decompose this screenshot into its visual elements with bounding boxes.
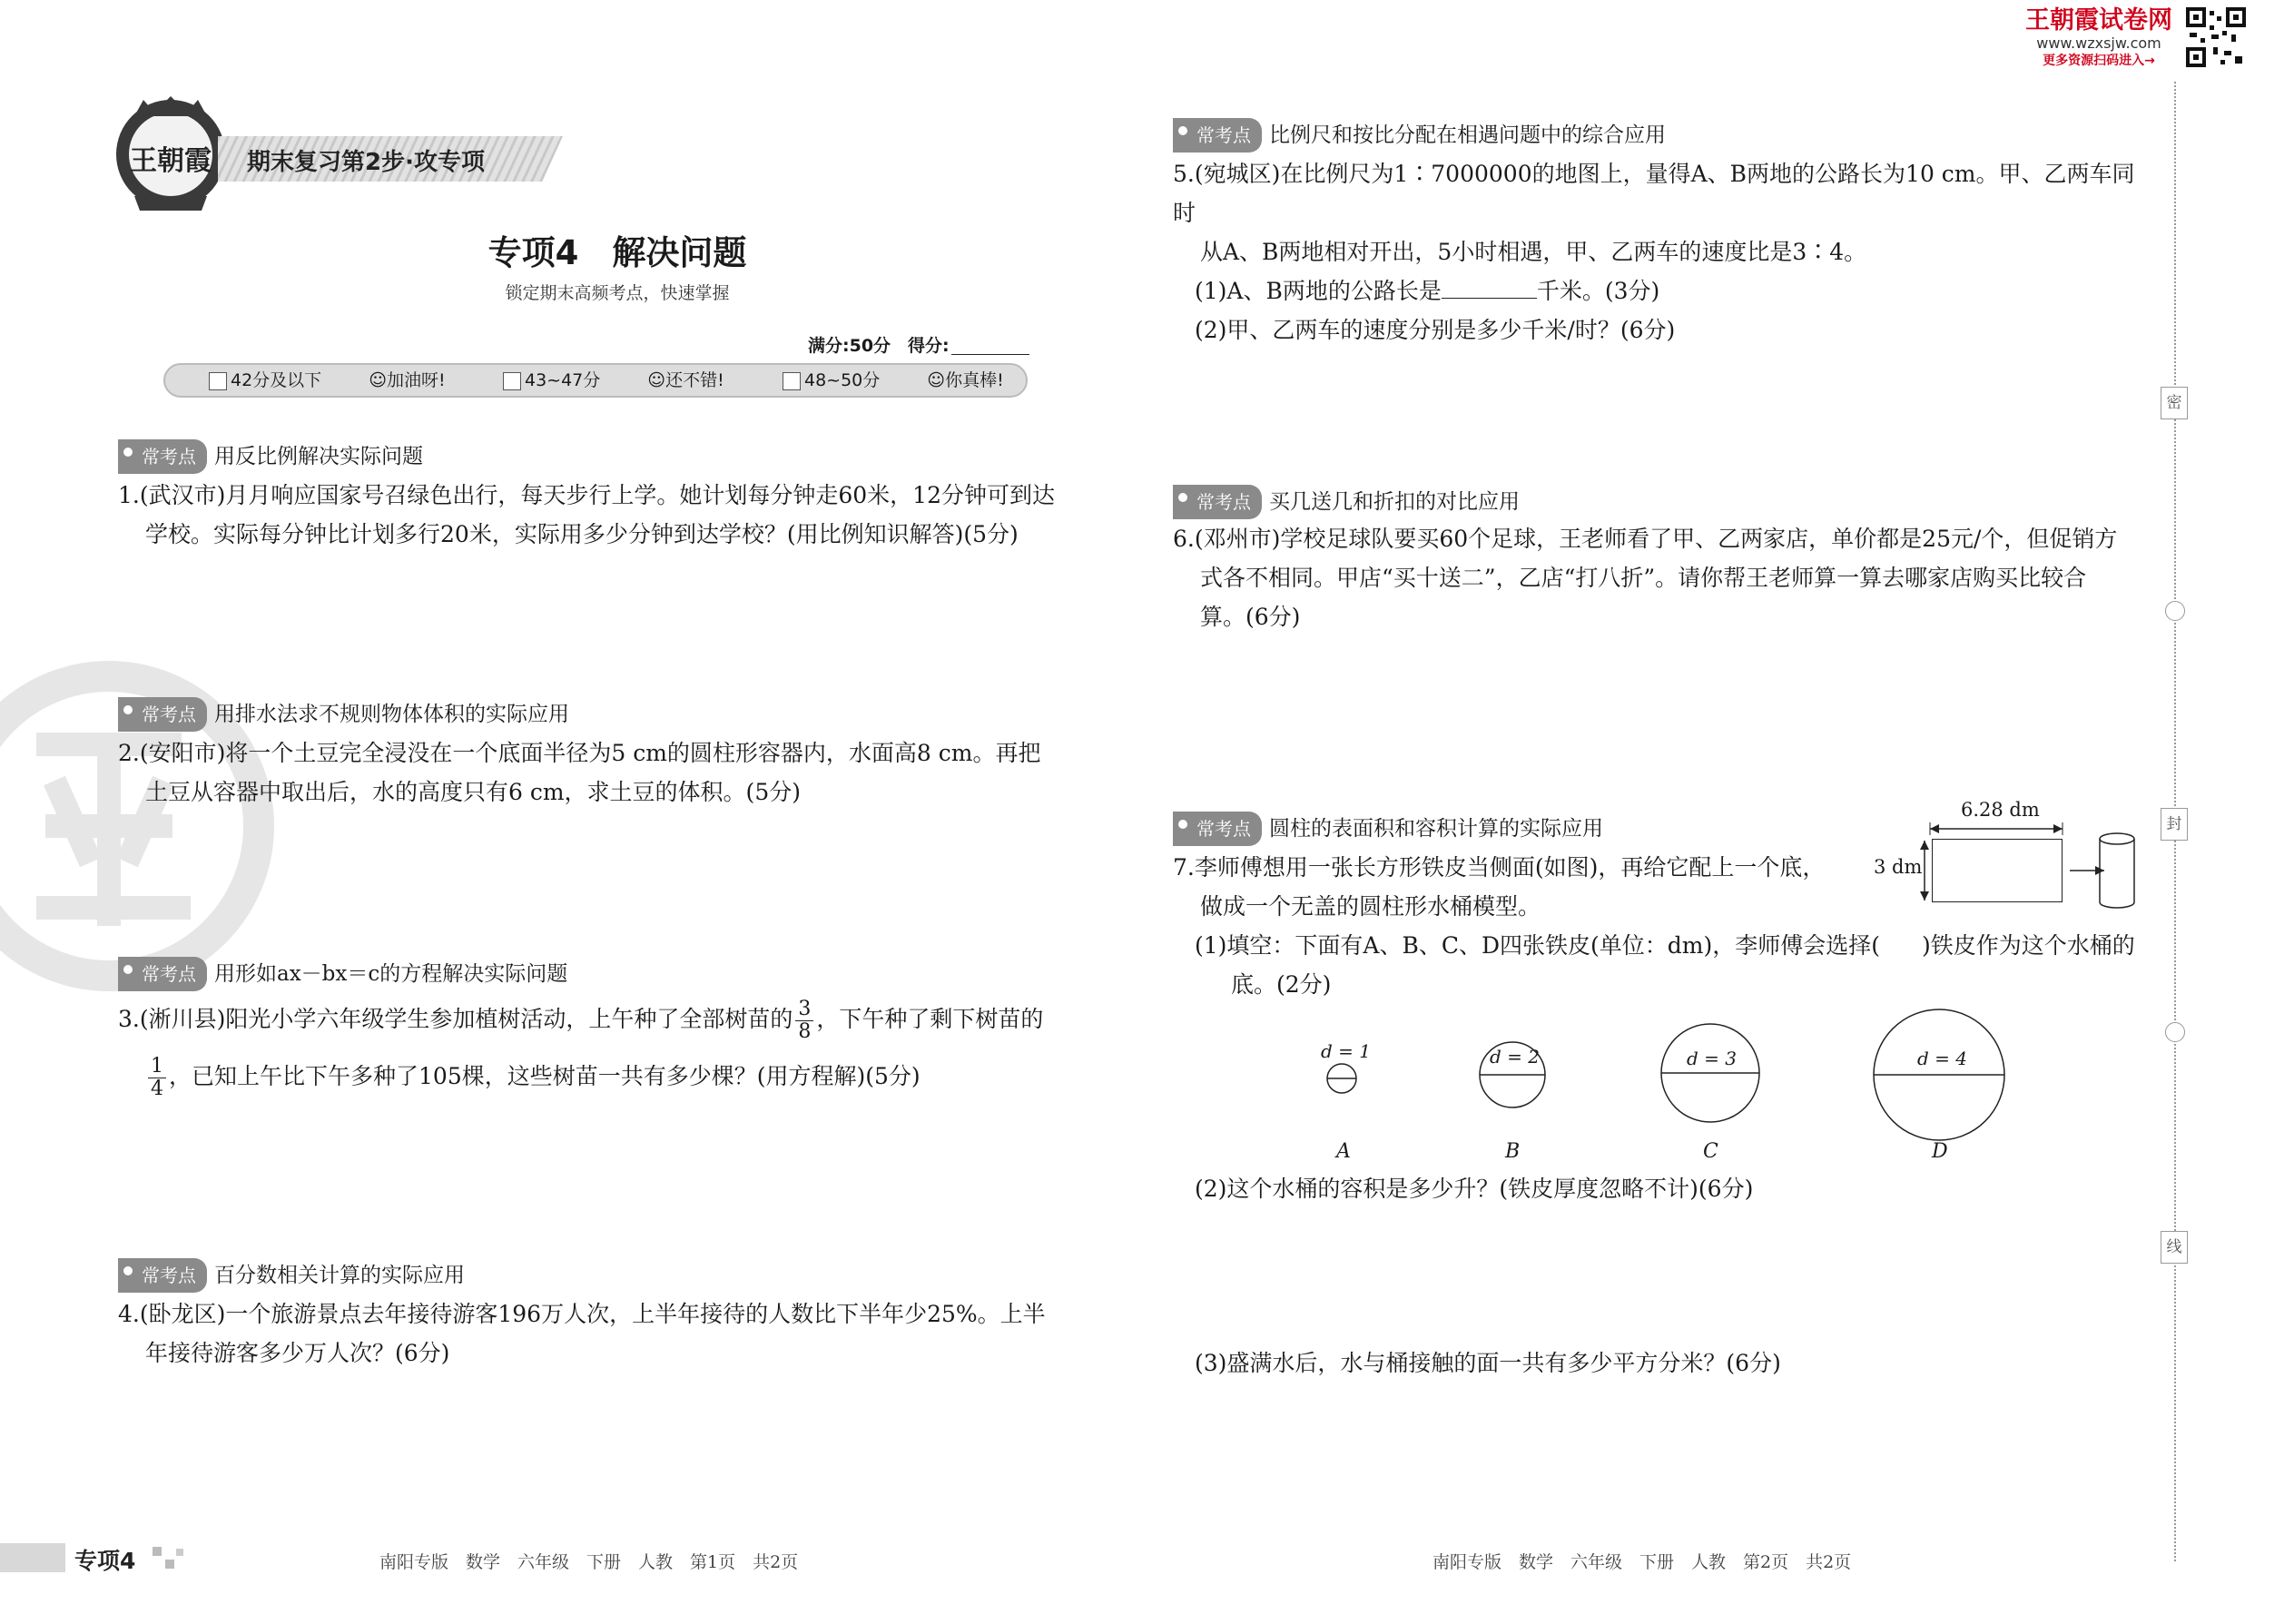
score-label: 得分: <box>908 336 950 356</box>
question-text: ，已知上午比下午多种了105棵，这些树苗一共有多少棵？(用方程解)(5分) <box>169 1063 921 1089</box>
section-header <box>118 1258 465 1289</box>
sub-question <box>1173 926 2135 965</box>
sub-question: (3)盛满水后，水与桶接触的面一共有多少平方分米？(6分) <box>1195 1350 1781 1376</box>
question-line: 学校。实际每分钟比计划多行20米，实际用多少分钟到达学校？(用比例知识解答)(5分) <box>145 521 1019 547</box>
key-point-tag: 常考点 <box>118 439 207 474</box>
score-bar <box>163 363 1028 398</box>
footer-squares-icon <box>153 1547 185 1572</box>
answer-blank[interactable] <box>1442 276 1537 299</box>
question-text: )铁皮作为这个水桶的 <box>1921 932 2135 959</box>
logo-text: 王朝霞 <box>130 145 212 177</box>
question-text: ，下午种了剩下树苗的 <box>816 1006 1044 1032</box>
section-topic: 用形如ax－bx＝c的方程解决实际问题 <box>214 962 568 986</box>
brand-name: 王朝霞试卷网 <box>2025 6 2172 34</box>
score-band[interactable] <box>209 365 446 396</box>
question-line: 2.(安阳市)将一个土豆完全浸没在一个底面半径为5 cm的圆柱形容器内，水面高8 cm。再把 <box>118 740 1041 766</box>
footer-tag: 专项4 <box>74 1548 136 1574</box>
circle-label: d = 2 <box>1490 1046 1540 1068</box>
section-header <box>118 957 567 988</box>
key-point-tag: 常考点 <box>118 957 207 991</box>
circle-letter: D <box>1932 1140 1948 1163</box>
checkbox[interactable] <box>503 372 521 390</box>
score-band-range: 48~50分 <box>804 370 881 390</box>
fraction-denominator: 8 <box>798 1020 812 1043</box>
key-point-tag: 常考点 <box>1173 812 1262 846</box>
binding-mark <box>2161 808 2188 841</box>
score-blank[interactable] <box>951 354 1029 355</box>
qr-code-icon[interactable] <box>2186 7 2246 67</box>
key-point-tag: 常考点 <box>1173 118 1262 153</box>
fraction-numerator: 1 <box>148 1056 166 1078</box>
sub-question: (2)甲、乙两车的速度分别是多少千米/时？(6分) <box>1195 317 1676 343</box>
binding-dot <box>2165 601 2185 621</box>
question-2 <box>118 733 1080 812</box>
checkbox[interactable] <box>209 372 227 390</box>
key-point-tag: 常考点 <box>118 1258 207 1293</box>
section-topic: 用排水法求不规则物体体积的实际应用 <box>214 703 569 726</box>
score-band-range: 42分及以下 <box>231 370 322 390</box>
key-point-tag: 常考点 <box>1173 485 1262 519</box>
fraction-numerator: 3 <box>795 999 813 1021</box>
question-line: 5.(宛城区)在比例尺为1∶7000000的地图上，量得A、B两地的公路长为10 cm。甲、乙两车同时 <box>1173 161 2135 226</box>
question-line: 6.(邓州市)学校足球队要买60个足球，王老师看了甲、乙两家店，单价都是25元/个，但促销方 <box>1173 526 2118 552</box>
question-line: 从A、B两地相对开出，5小时相遇，甲、乙两车的速度比是3∶4。 <box>1200 239 1867 265</box>
score-band-comment: 还不错! <box>665 370 724 390</box>
brand-block <box>2017 7 2181 69</box>
fraction <box>148 1056 166 1100</box>
section-topic: 买几送几和折扣的对比应用 <box>1269 490 1520 514</box>
section-header <box>1173 812 1603 842</box>
width-arrow-icon <box>1928 822 2064 835</box>
page-subtitle: 锁定期末高频考点，快速掌握 <box>505 283 730 303</box>
rect-height-label: 3 dm <box>1874 856 1923 878</box>
score-full: 满分:50分 <box>808 336 891 356</box>
circle-label: d = 1 <box>1321 1040 1371 1062</box>
section-topic: 圆柱的表面积和容积计算的实际应用 <box>1269 817 1603 841</box>
binding-mark-text: 密 <box>2166 394 2182 412</box>
brand-url[interactable]: www.wzxsjw.com <box>2036 34 2161 52</box>
question-line: 算。(6分) <box>1200 604 1301 630</box>
smile-icon: ☺ <box>369 370 387 390</box>
question-text: (1)填空：下面有A、B、C、D四张铁皮(单位：dm)，李师傅会选择( <box>1195 932 1880 959</box>
question-line: 做成一个无盖的圆柱形水桶模型。 <box>1200 893 1541 920</box>
question-text: (1)A、B两地的公路长是 <box>1195 278 1442 304</box>
fraction-denominator: 4 <box>151 1078 163 1100</box>
fraction <box>795 999 813 1043</box>
score-band[interactable] <box>783 365 1004 396</box>
question-line: 1.(武汉市)月月响应国家号召绿色出行，每天步行上学。她计划每分钟走60米，12分钟可到达 <box>118 482 1055 508</box>
section-header <box>1173 485 1520 516</box>
question-3 <box>118 999 1108 1100</box>
question-1 <box>118 476 1080 554</box>
sub-question <box>1173 271 2135 310</box>
footer-info: 南阳专版 数学 六年级 下册 人教 第1页 共2页 <box>379 1552 799 1572</box>
section-header <box>118 439 423 470</box>
question-line: 土豆从容器中取出后，水的高度只有6 cm，求土豆的体积。(5分) <box>145 779 801 805</box>
cylinder-icon <box>2097 832 2137 910</box>
question-line: 4.(卧龙区)一个旅游景点去年接待游客196万人次，上半年接待的人数比下半年少25%。上半 <box>118 1301 1046 1327</box>
sub-question: 底。(2分) <box>1231 971 1332 998</box>
smile-icon: ☺ <box>927 370 946 390</box>
question-line: 年接待游客多少万人次？(6分) <box>145 1340 450 1366</box>
page-title: 专项4 解决问题 <box>487 233 747 272</box>
section-header <box>1173 118 1666 149</box>
score-band-comment: 你真棒! <box>945 370 1004 390</box>
smile-icon: ☺ <box>647 370 666 390</box>
question-text: 千米。(3分) <box>1536 278 1660 304</box>
circle-c-icon <box>1659 1022 1761 1124</box>
circle-letter: B <box>1505 1140 1521 1163</box>
question-5 <box>1173 154 2135 349</box>
score-band-comment: 加油呀! <box>387 370 446 390</box>
footer-info: 南阳专版 数学 六年级 下册 人教 第2页 共2页 <box>1433 1552 1852 1572</box>
score-band[interactable] <box>503 365 724 396</box>
section-topic: 比例尺和按比分配在相遇问题中的综合应用 <box>1269 123 1666 147</box>
section-header <box>118 697 569 728</box>
binding-mark-text: 封 <box>2166 815 2182 833</box>
circle-d-icon <box>1872 1008 2006 1142</box>
score-band-range: 43~47分 <box>525 370 601 390</box>
question-line <box>118 1056 1108 1100</box>
circle-label: d = 4 <box>1917 1048 1967 1069</box>
key-point-tag: 常考点 <box>118 697 207 732</box>
height-arrow-icon <box>1919 839 1930 902</box>
circle-letter: A <box>1336 1140 1351 1163</box>
section-topic: 用反比例解决实际问题 <box>214 445 423 468</box>
section-topic: 百分数相关计算的实际应用 <box>214 1264 465 1287</box>
iron-sheet-rect <box>1932 839 2063 902</box>
checkbox[interactable] <box>783 372 801 390</box>
question-line: 7.李师傅想用一张长方形铁皮当侧面(如图)，再给它配上一个底， <box>1173 854 1826 881</box>
footer-stripe <box>0 1543 65 1572</box>
question-line <box>118 999 1108 1043</box>
question-line: 式各不相同。甲店“买十送二”，乙店“打八折”。请你帮王老师算一算去哪家店购买比较合 <box>1200 565 2087 591</box>
question-6 <box>1173 519 2135 636</box>
circle-letter: C <box>1703 1140 1718 1163</box>
circle-a-icon <box>1325 1062 1358 1095</box>
brand-sub: 更多资源扫码进入→ <box>2043 54 2155 68</box>
banner-text: 期末复习第2步·攻专项 <box>247 149 485 176</box>
binding-mark-text: 线 <box>2166 1238 2182 1256</box>
circle-label: d = 3 <box>1687 1048 1737 1069</box>
binding-mark <box>2161 1231 2188 1264</box>
binding-dot <box>2165 1022 2185 1042</box>
question-4 <box>118 1294 1080 1373</box>
binding-mark <box>2161 387 2188 419</box>
question-text: 3.(淅川县)阳光小学六年级学生参加植树活动，上午种了全部树苗的 <box>118 1006 793 1032</box>
sub-question: (2)这个水桶的容积是多少升？(铁皮厚度忽略不计)(6分) <box>1195 1176 1754 1202</box>
rect-width-label: 6.28 dm <box>1961 799 2040 821</box>
